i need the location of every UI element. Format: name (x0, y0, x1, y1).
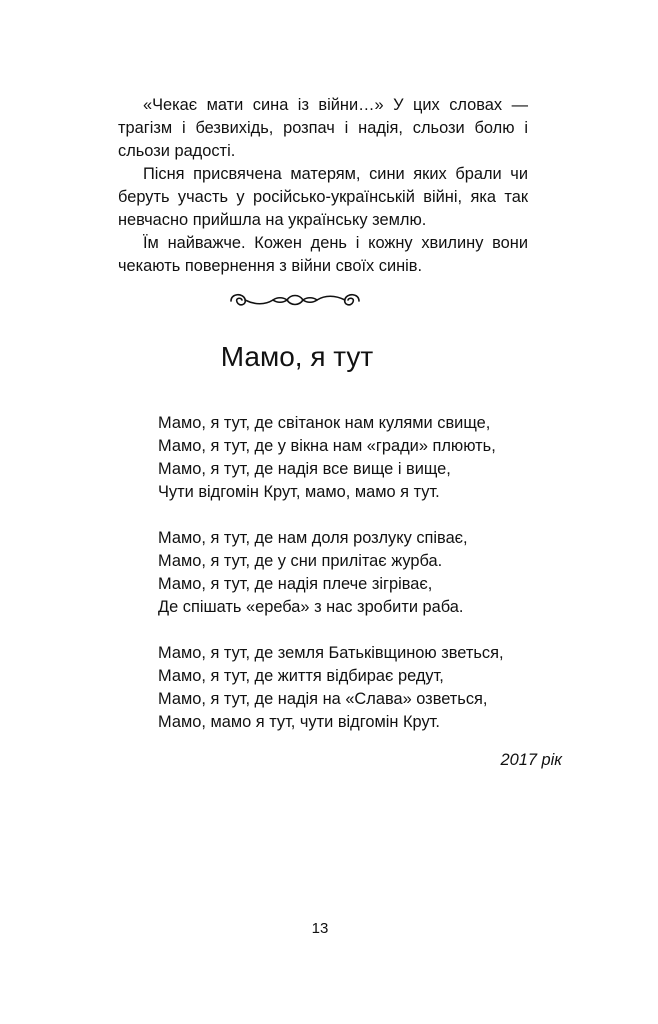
poem-title: Мамо, я тут (220, 341, 374, 372)
poem-body (158, 412, 568, 734)
flourish-divider-icon (225, 289, 365, 311)
poem-date: 2017 рік (500, 751, 562, 769)
poem-line: Мамо, я тут, де надія плече зігріває, (158, 575, 433, 593)
poem-line: Мамо, я тут, де у сни прилітає журба. (158, 552, 443, 570)
intro-paragraph: «Чекає мати сина із війни…» У цих словах — трагізм і безвихідь, розпач і надія, сльози болю і сльози радості. (118, 96, 528, 160)
poem-line: Мамо, я тут, де життя відбирає редут, (158, 667, 444, 685)
poem-line: Мамо, я тут, де надія на «Слава» озветься, (158, 690, 488, 708)
poem-line: Чути відгомін Крут, мамо, мамо я тут. (158, 483, 440, 501)
poem-line: Мамо, мамо я тут, чути відгомін Крут. (158, 713, 440, 731)
poem-stanza (158, 642, 568, 734)
intro-paragraph: Пісня присвячена матерям, сини яких брали чи беруть участь у російсько-українській війні, яка так невчасно прийшла на українську землю. (118, 165, 528, 229)
poem-line: Мамо, я тут, де нам доля розлуку співає, (158, 529, 468, 547)
intro-paragraph: Їм найважче. Кожен день і кожну хвилину вони чекають повернення з війни своїх синів. (118, 234, 528, 275)
poem-line: Мамо, я тут, де у вікна нам «гради» плюють, (158, 437, 496, 455)
poem-stanza (158, 527, 568, 619)
page-number: 13 (311, 920, 329, 937)
intro-text (118, 94, 528, 278)
poem-line: Мамо, я тут, де земля Батьківщиною зветься, (158, 644, 504, 662)
poem-line: Мамо, я тут, де світанок нам кулями свище, (158, 414, 491, 432)
poem-line: Де спішать «ереба» з нас зробити раба. (158, 598, 464, 616)
poem-stanza (158, 412, 568, 504)
poem-line: Мамо, я тут, де надія все вище і вище, (158, 460, 451, 478)
